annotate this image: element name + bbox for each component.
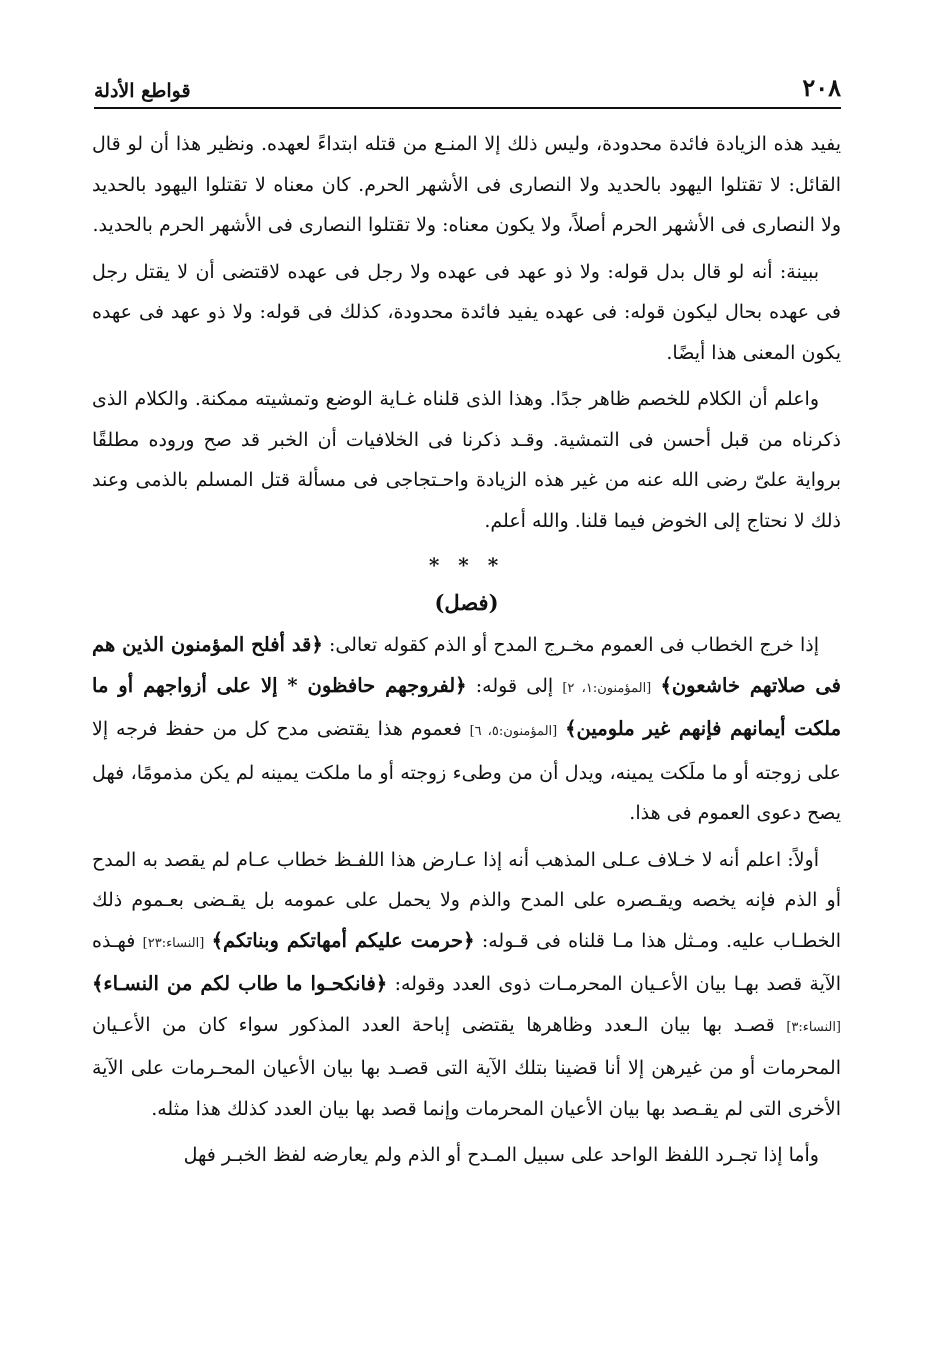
paragraph-4-text-a: إذا خرج الخطاب فى العموم مخـرج المدح أو الذم كقوله تعالى: xyxy=(328,634,819,656)
paragraph-5-text-a: أولاً: اعلم أنه لا خـلاف عـلى المذهب أنه إذا عـارض هذا اللفـظ خطاب عـام لم يقصد به المدح أو الذم فإنه يخصه ويقـصره على المدح والذم ولا يحمل على عمومه بل يقـضى بعـموم ذلك الخطـاب عليه. ومـثل هذا مـا قلناه فى قـوله: xyxy=(92,848,842,952)
verse-reference-3: [النساء:٢٣] xyxy=(142,935,205,951)
paragraph-5-text-b: فهـذه الآية قصد بهـا بيان الأعـيان المحرمـات ذوى العدد وقوله: xyxy=(92,929,841,995)
header-rule xyxy=(94,107,841,109)
quran-verse-3: ﴿حرمت عليكم أمهاتكم وبناتكم﴾ xyxy=(211,928,475,952)
quran-verse-4: ﴿فانكحـوا ما طاب لكم من النسـاء﴾ xyxy=(92,972,388,995)
paragraph-6: وأما إذا تجـرد اللفظ الواحد على سبيل المـدح أو الذم ولم يعارضه لفظ الخبـر فهل xyxy=(183,1144,819,1166)
section-separator: * * * xyxy=(428,553,505,577)
quran-verse-1: ﴿قد أفلح المؤمنون الذين هم فى صلاتهم خاشعون﴾ xyxy=(92,633,842,697)
page-header xyxy=(94,62,841,102)
paragraph-2: ببينة: أنه لو قال بدل قوله: ولا ذو عهد فى عهده ولا رجل فى عهده لاقتضى أن لا يقتل رجل فى عهده بحال ليكون قوله: فى عهده يفيد فائدة محدودة، كذلك فى قوله: ولا ذو عهد فى عهده يكون المعنى هذا أيضًا. xyxy=(92,260,841,364)
paragraph-4-text-b: إلى قوله: xyxy=(475,674,554,697)
body-text xyxy=(92,124,841,1182)
paragraph-1: يفيد هذه الزيادة فائدة محدودة، وليس ذلك إلا المنـع من قتله ابتداءً لعهده. ونظير هذا أن لو قال القائل: لا تقتلوا اليهود بالحديد ولا النصارى فى الأشهر الحرم. كان معناه لا تقتلوا اليهود بالحديد ولا النصارى فى الأشهر الحرم أصلاً، ولا يكون معناه: ولا تقتلوا النصارى فى الأشهر الحرم بالحديد. xyxy=(92,133,841,236)
paragraph-3: واعلم أن الكلام للخصم ظاهر جدًا. وهذا الذى قلناه غـاية الوضع وتمشيته ممكنة. والكلام الذى ذكرناه من قبل أحسن فى التمشية. وقـد ذكرنا فى الخلافيات أن الخبر قد صح وروده مطلقًا برواية علىّ رضى الله عنه من غير هذه الزيادة واحـتجاجى فى مسألة قتل المسلم بالذمى وعند ذلك لا نحتاج إلى الخوض فيما قلنا. والله أعلم. xyxy=(92,388,841,532)
verse-reference-4: [النساء:٣] xyxy=(786,1019,842,1035)
page-number: ٢٠٨ xyxy=(802,73,841,102)
verse-reference-2: [المؤمنون:٥، ٦] xyxy=(469,724,558,739)
running-title: قواطع الأدلة xyxy=(94,80,191,102)
verse-reference-1: [المؤمنون:١، ٢] xyxy=(562,680,652,696)
paragraph-4-text-c: فعموم هذا يقتضى مدح كل من حفظ فرجه إلا على زوجته أو ما ملَكت يمينه، ويدل أن من وطىء زوجته أو ما ملكت يمينه لم يكن مذمومًا، فهل يصح دعوى العموم فى هذا. xyxy=(92,718,841,824)
paragraph-5 xyxy=(92,840,841,1130)
paragraph-5-text-c: قصـد بها بيان الـعدد وظاهرها يقتضى إباحة العدد المذكور سواء كان من الأعـيان المحرمات أو من غيرهن إلا أنا قضينا بتلك الآية التى قصـد بها بيان الأعيان المحـرمات على الآية الأخرى التى لم يقـصد بها بيان الأعيان المحرمات وإنما قصد بها بيان العدد كذلك هذا مثله. xyxy=(92,1013,841,1120)
section-title: (فصل) xyxy=(434,590,499,615)
paragraph-4 xyxy=(92,625,841,834)
quran-verse-2: ﴿لفروجهم حافظون * إلا على أزواجهم أو ما ملكت أيمانهم فإنهم غير ملومين﴾ xyxy=(92,673,842,740)
